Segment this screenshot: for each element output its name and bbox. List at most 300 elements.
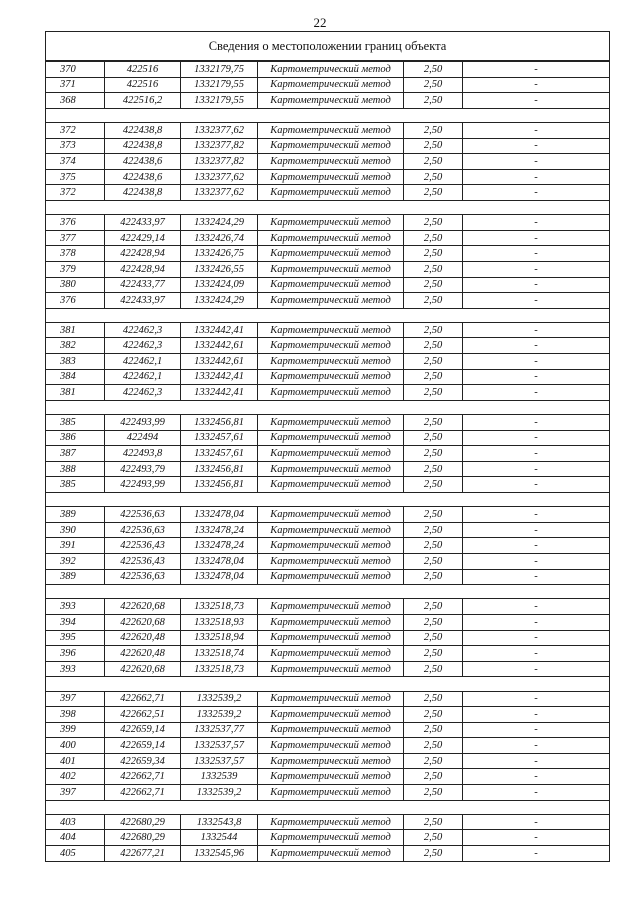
point-number-cell: 391 — [46, 538, 105, 554]
group-separator-row — [46, 677, 609, 691]
method-cell: Картометрический метод — [258, 369, 404, 385]
description-cell: - — [463, 138, 610, 154]
table-row — [46, 154, 609, 170]
x-coordinate-cell: 422659,14 — [105, 722, 181, 738]
point-number-cell: 376 — [46, 293, 105, 309]
description-cell: - — [463, 846, 610, 862]
table-row — [46, 122, 609, 138]
method-cell: Картометрический метод — [258, 338, 404, 354]
table-row — [46, 846, 609, 862]
point-number-cell: 397 — [46, 785, 105, 801]
method-cell: Картометрический метод — [258, 738, 404, 754]
x-coordinate-cell: 422536,63 — [105, 507, 181, 523]
y-coordinate-cell: 1332518,73 — [181, 599, 258, 615]
point-number-cell: 390 — [46, 522, 105, 538]
point-number-cell: 394 — [46, 614, 105, 630]
accuracy-cell: 2,50 — [404, 430, 463, 446]
point-number-cell: 368 — [46, 93, 105, 109]
table-row — [46, 185, 609, 201]
description-cell: - — [463, 62, 610, 78]
description-cell: - — [463, 122, 610, 138]
group-separator-row — [46, 200, 609, 214]
table-row — [46, 507, 609, 523]
method-cell: Картометрический метод — [258, 646, 404, 662]
y-coordinate-cell: 1332543,8 — [181, 814, 258, 830]
method-cell: Картометрический метод — [258, 630, 404, 646]
y-coordinate-cell: 1332539,2 — [181, 707, 258, 723]
x-coordinate-cell: 422620,48 — [105, 646, 181, 662]
accuracy-cell: 2,50 — [404, 830, 463, 846]
group-separator-row — [46, 108, 609, 122]
point-number-cell: 381 — [46, 322, 105, 338]
method-cell: Картометрический метод — [258, 293, 404, 309]
y-coordinate-cell: 1332377,62 — [181, 122, 258, 138]
accuracy-cell: 2,50 — [404, 322, 463, 338]
description-cell: - — [463, 785, 610, 801]
y-coordinate-cell: 1332179,55 — [181, 77, 258, 93]
x-coordinate-cell: 422462,1 — [105, 369, 181, 385]
method-cell: Картометрический метод — [258, 230, 404, 246]
separator-cell — [46, 400, 609, 414]
point-number-cell: 404 — [46, 830, 105, 846]
point-number-cell: 376 — [46, 215, 105, 231]
table-row — [46, 722, 609, 738]
method-cell: Картометрический метод — [258, 277, 404, 293]
method-cell: Картометрический метод — [258, 354, 404, 370]
description-cell: - — [463, 599, 610, 615]
separator-cell — [46, 108, 609, 122]
y-coordinate-cell: 1332518,73 — [181, 661, 258, 677]
description-cell: - — [463, 830, 610, 846]
method-cell: Картометрический метод — [258, 430, 404, 446]
description-cell: - — [463, 446, 610, 462]
separator-cell — [46, 585, 609, 599]
accuracy-cell: 2,50 — [404, 846, 463, 862]
point-number-cell: 389 — [46, 569, 105, 585]
description-cell: - — [463, 646, 610, 662]
table-row — [46, 246, 609, 262]
x-coordinate-cell: 422494 — [105, 430, 181, 446]
accuracy-cell: 2,50 — [404, 614, 463, 630]
point-number-cell: 396 — [46, 646, 105, 662]
point-number-cell: 389 — [46, 507, 105, 523]
accuracy-cell: 2,50 — [404, 215, 463, 231]
y-coordinate-cell: 1332456,81 — [181, 415, 258, 431]
description-cell: - — [463, 185, 610, 201]
y-coordinate-cell: 1332424,29 — [181, 293, 258, 309]
table-row — [46, 769, 609, 785]
method-cell: Картометрический метод — [258, 385, 404, 401]
x-coordinate-cell: 422493,8 — [105, 446, 181, 462]
accuracy-cell: 2,50 — [404, 538, 463, 554]
table-row — [46, 277, 609, 293]
x-coordinate-cell: 422462,1 — [105, 354, 181, 370]
x-coordinate-cell: 422433,97 — [105, 215, 181, 231]
point-number-cell: 374 — [46, 154, 105, 170]
x-coordinate-cell: 422428,94 — [105, 246, 181, 262]
method-cell: Картометрический метод — [258, 461, 404, 477]
table-row — [46, 446, 609, 462]
description-cell: - — [463, 738, 610, 754]
x-coordinate-cell: 422516 — [105, 62, 181, 78]
x-coordinate-cell: 422462,3 — [105, 338, 181, 354]
description-cell: - — [463, 753, 610, 769]
method-cell: Картометрический метод — [258, 138, 404, 154]
description-cell: - — [463, 538, 610, 554]
accuracy-cell: 2,50 — [404, 138, 463, 154]
y-coordinate-cell: 1332537,57 — [181, 738, 258, 754]
point-number-cell: 403 — [46, 814, 105, 830]
method-cell: Картометрический метод — [258, 599, 404, 615]
x-coordinate-cell: 422536,63 — [105, 522, 181, 538]
y-coordinate-cell: 1332179,55 — [181, 93, 258, 109]
description-cell: - — [463, 661, 610, 677]
table-row — [46, 814, 609, 830]
table-row — [46, 630, 609, 646]
table-row — [46, 646, 609, 662]
y-coordinate-cell: 1332426,74 — [181, 230, 258, 246]
y-coordinate-cell: 1332537,57 — [181, 753, 258, 769]
y-coordinate-cell: 1332442,41 — [181, 385, 258, 401]
table-row — [46, 707, 609, 723]
x-coordinate-cell: 422620,68 — [105, 599, 181, 615]
description-cell: - — [463, 385, 610, 401]
y-coordinate-cell: 1332377,82 — [181, 138, 258, 154]
separator-cell — [46, 800, 609, 814]
table-row — [46, 215, 609, 231]
accuracy-cell: 2,50 — [404, 415, 463, 431]
point-number-cell: 370 — [46, 62, 105, 78]
y-coordinate-cell: 1332179,75 — [181, 62, 258, 78]
x-coordinate-cell: 422438,8 — [105, 138, 181, 154]
group-separator-row — [46, 308, 609, 322]
point-number-cell: 386 — [46, 430, 105, 446]
description-cell: - — [463, 722, 610, 738]
accuracy-cell: 2,50 — [404, 646, 463, 662]
point-number-cell: 373 — [46, 138, 105, 154]
method-cell: Картометрический метод — [258, 830, 404, 846]
method-cell: Картометрический метод — [258, 707, 404, 723]
description-cell: - — [463, 814, 610, 830]
point-number-cell: 379 — [46, 261, 105, 277]
x-coordinate-cell: 422536,43 — [105, 538, 181, 554]
point-number-cell: 400 — [46, 738, 105, 754]
method-cell: Картометрический метод — [258, 261, 404, 277]
point-number-cell: 399 — [46, 722, 105, 738]
y-coordinate-cell: 1332545,96 — [181, 846, 258, 862]
x-coordinate-cell: 422428,94 — [105, 261, 181, 277]
point-number-cell: 384 — [46, 369, 105, 385]
description-cell: - — [463, 369, 610, 385]
table-row — [46, 138, 609, 154]
point-number-cell: 383 — [46, 354, 105, 370]
table-row — [46, 569, 609, 585]
x-coordinate-cell: 422662,71 — [105, 785, 181, 801]
point-number-cell: 398 — [46, 707, 105, 723]
description-cell: - — [463, 415, 610, 431]
method-cell: Картометрический метод — [258, 477, 404, 493]
y-coordinate-cell: 1332537,77 — [181, 722, 258, 738]
method-cell: Картометрический метод — [258, 62, 404, 78]
accuracy-cell: 2,50 — [404, 385, 463, 401]
point-number-cell: 375 — [46, 169, 105, 185]
y-coordinate-cell: 1332442,61 — [181, 338, 258, 354]
point-number-cell: 392 — [46, 553, 105, 569]
method-cell: Картометрический метод — [258, 522, 404, 538]
method-cell: Картометрический метод — [258, 246, 404, 262]
y-coordinate-cell: 1332539,2 — [181, 691, 258, 707]
accuracy-cell: 2,50 — [404, 354, 463, 370]
description-cell: - — [463, 691, 610, 707]
point-number-cell: 382 — [46, 338, 105, 354]
table-row — [46, 230, 609, 246]
table-row — [46, 461, 609, 477]
accuracy-cell: 2,50 — [404, 62, 463, 78]
method-cell: Картометрический метод — [258, 185, 404, 201]
x-coordinate-cell: 422620,68 — [105, 661, 181, 677]
accuracy-cell: 2,50 — [404, 93, 463, 109]
x-coordinate-cell: 422536,43 — [105, 553, 181, 569]
accuracy-cell: 2,50 — [404, 293, 463, 309]
x-coordinate-cell: 422680,29 — [105, 814, 181, 830]
accuracy-cell: 2,50 — [404, 630, 463, 646]
accuracy-cell: 2,50 — [404, 461, 463, 477]
accuracy-cell: 2,50 — [404, 599, 463, 615]
y-coordinate-cell: 1332426,55 — [181, 261, 258, 277]
point-number-cell: 388 — [46, 461, 105, 477]
table-row — [46, 430, 609, 446]
y-coordinate-cell: 1332424,09 — [181, 277, 258, 293]
accuracy-cell: 2,50 — [404, 814, 463, 830]
y-coordinate-cell: 1332478,24 — [181, 522, 258, 538]
method-cell: Картометрический метод — [258, 415, 404, 431]
point-number-cell: 405 — [46, 846, 105, 862]
accuracy-cell: 2,50 — [404, 769, 463, 785]
table-row — [46, 369, 609, 385]
table-row — [46, 261, 609, 277]
point-number-cell: 397 — [46, 691, 105, 707]
y-coordinate-cell: 1332518,93 — [181, 614, 258, 630]
point-number-cell: 372 — [46, 122, 105, 138]
description-cell: - — [463, 614, 610, 630]
accuracy-cell: 2,50 — [404, 230, 463, 246]
method-cell: Картометрический метод — [258, 322, 404, 338]
method-cell: Картометрический метод — [258, 691, 404, 707]
accuracy-cell: 2,50 — [404, 446, 463, 462]
method-cell: Картометрический метод — [258, 661, 404, 677]
table-row — [46, 93, 609, 109]
accuracy-cell: 2,50 — [404, 691, 463, 707]
description-cell: - — [463, 430, 610, 446]
table-header: Сведения о местоположении границ объекта — [46, 32, 609, 61]
method-cell: Картометрический метод — [258, 507, 404, 523]
accuracy-cell: 2,50 — [404, 661, 463, 677]
point-number-cell: 378 — [46, 246, 105, 262]
x-coordinate-cell: 422438,8 — [105, 122, 181, 138]
accuracy-cell: 2,50 — [404, 261, 463, 277]
table-row — [46, 538, 609, 554]
x-coordinate-cell: 422620,68 — [105, 614, 181, 630]
y-coordinate-cell: 1332426,75 — [181, 246, 258, 262]
description-cell: - — [463, 93, 610, 109]
point-number-cell: 372 — [46, 185, 105, 201]
method-cell: Картометрический метод — [258, 538, 404, 554]
group-separator-row — [46, 585, 609, 599]
table-row — [46, 691, 609, 707]
point-number-cell: 401 — [46, 753, 105, 769]
description-cell: - — [463, 322, 610, 338]
table-row — [46, 415, 609, 431]
table-body — [46, 62, 609, 862]
accuracy-cell: 2,50 — [404, 569, 463, 585]
method-cell: Картометрический метод — [258, 769, 404, 785]
method-cell: Картометрический метод — [258, 814, 404, 830]
group-separator-row — [46, 493, 609, 507]
accuracy-cell: 2,50 — [404, 185, 463, 201]
group-separator-row — [46, 800, 609, 814]
y-coordinate-cell: 1332424,29 — [181, 215, 258, 231]
table-row — [46, 169, 609, 185]
table-row — [46, 599, 609, 615]
method-cell: Картометрический метод — [258, 553, 404, 569]
separator-cell — [46, 200, 609, 214]
table-row — [46, 553, 609, 569]
table-row — [46, 385, 609, 401]
point-number-cell: 385 — [46, 415, 105, 431]
x-coordinate-cell: 422662,71 — [105, 691, 181, 707]
point-number-cell: 393 — [46, 661, 105, 677]
accuracy-cell: 2,50 — [404, 707, 463, 723]
description-cell: - — [463, 77, 610, 93]
method-cell: Картометрический метод — [258, 722, 404, 738]
description-cell: - — [463, 461, 610, 477]
table-row — [46, 830, 609, 846]
separator-cell — [46, 493, 609, 507]
description-cell: - — [463, 338, 610, 354]
y-coordinate-cell: 1332457,61 — [181, 430, 258, 446]
accuracy-cell: 2,50 — [404, 246, 463, 262]
page-number: 22 — [313, 15, 327, 30]
y-coordinate-cell: 1332377,62 — [181, 169, 258, 185]
coordinates-table — [46, 61, 609, 862]
description-cell: - — [463, 154, 610, 170]
y-coordinate-cell: 1332377,62 — [181, 185, 258, 201]
description-cell: - — [463, 261, 610, 277]
description-cell: - — [463, 293, 610, 309]
point-number-cell: 387 — [46, 446, 105, 462]
description-cell: - — [463, 507, 610, 523]
y-coordinate-cell: 1332478,04 — [181, 569, 258, 585]
accuracy-cell: 2,50 — [404, 277, 463, 293]
x-coordinate-cell: 422438,6 — [105, 154, 181, 170]
x-coordinate-cell: 422438,8 — [105, 185, 181, 201]
accuracy-cell: 2,50 — [404, 169, 463, 185]
x-coordinate-cell: 422433,77 — [105, 277, 181, 293]
accuracy-cell: 2,50 — [404, 369, 463, 385]
y-coordinate-cell: 1332457,61 — [181, 446, 258, 462]
point-number-cell: 402 — [46, 769, 105, 785]
description-cell: - — [463, 477, 610, 493]
y-coordinate-cell: 1332442,41 — [181, 322, 258, 338]
description-cell: - — [463, 354, 610, 370]
y-coordinate-cell: 1332539 — [181, 769, 258, 785]
accuracy-cell: 2,50 — [404, 553, 463, 569]
y-coordinate-cell: 1332442,61 — [181, 354, 258, 370]
table-row — [46, 338, 609, 354]
table-row — [46, 62, 609, 78]
table-row — [46, 354, 609, 370]
x-coordinate-cell: 422433,97 — [105, 293, 181, 309]
method-cell: Картометрический метод — [258, 846, 404, 862]
description-cell: - — [463, 769, 610, 785]
description-cell: - — [463, 707, 610, 723]
description-cell: - — [463, 553, 610, 569]
x-coordinate-cell: 422429,14 — [105, 230, 181, 246]
x-coordinate-cell: 422462,3 — [105, 385, 181, 401]
boundary-table — [45, 31, 610, 862]
point-number-cell: 381 — [46, 385, 105, 401]
x-coordinate-cell: 422662,51 — [105, 707, 181, 723]
x-coordinate-cell: 422493,79 — [105, 461, 181, 477]
y-coordinate-cell: 1332456,81 — [181, 477, 258, 493]
description-cell: - — [463, 569, 610, 585]
method-cell: Картометрический метод — [258, 614, 404, 630]
y-coordinate-cell: 1332518,94 — [181, 630, 258, 646]
table-row — [46, 293, 609, 309]
description-cell: - — [463, 522, 610, 538]
y-coordinate-cell: 1332377,82 — [181, 154, 258, 170]
x-coordinate-cell: 422438,6 — [105, 169, 181, 185]
method-cell: Картометрический метод — [258, 154, 404, 170]
y-coordinate-cell: 1332518,74 — [181, 646, 258, 662]
description-cell: - — [463, 215, 610, 231]
table-row — [46, 661, 609, 677]
description-cell: - — [463, 630, 610, 646]
method-cell: Картометрический метод — [258, 169, 404, 185]
accuracy-cell: 2,50 — [404, 722, 463, 738]
point-number-cell: 393 — [46, 599, 105, 615]
point-number-cell: 385 — [46, 477, 105, 493]
y-coordinate-cell: 1332544 — [181, 830, 258, 846]
method-cell: Картометрический метод — [258, 122, 404, 138]
accuracy-cell: 2,50 — [404, 507, 463, 523]
description-cell: - — [463, 169, 610, 185]
accuracy-cell: 2,50 — [404, 753, 463, 769]
x-coordinate-cell: 422659,14 — [105, 738, 181, 754]
x-coordinate-cell: 422536,63 — [105, 569, 181, 585]
table-row — [46, 614, 609, 630]
separator-cell — [46, 308, 609, 322]
accuracy-cell: 2,50 — [404, 77, 463, 93]
accuracy-cell: 2,50 — [404, 338, 463, 354]
method-cell: Картометрический метод — [258, 215, 404, 231]
method-cell: Картометрический метод — [258, 446, 404, 462]
table-row — [46, 322, 609, 338]
accuracy-cell: 2,50 — [404, 154, 463, 170]
accuracy-cell: 2,50 — [404, 522, 463, 538]
method-cell: Картометрический метод — [258, 753, 404, 769]
table-row — [46, 77, 609, 93]
accuracy-cell: 2,50 — [404, 122, 463, 138]
x-coordinate-cell: 422680,29 — [105, 830, 181, 846]
x-coordinate-cell: 422493,99 — [105, 477, 181, 493]
x-coordinate-cell: 422662,71 — [105, 769, 181, 785]
table-row — [46, 785, 609, 801]
accuracy-cell: 2,50 — [404, 738, 463, 754]
point-number-cell: 377 — [46, 230, 105, 246]
y-coordinate-cell: 1332442,41 — [181, 369, 258, 385]
y-coordinate-cell: 1332478,04 — [181, 553, 258, 569]
